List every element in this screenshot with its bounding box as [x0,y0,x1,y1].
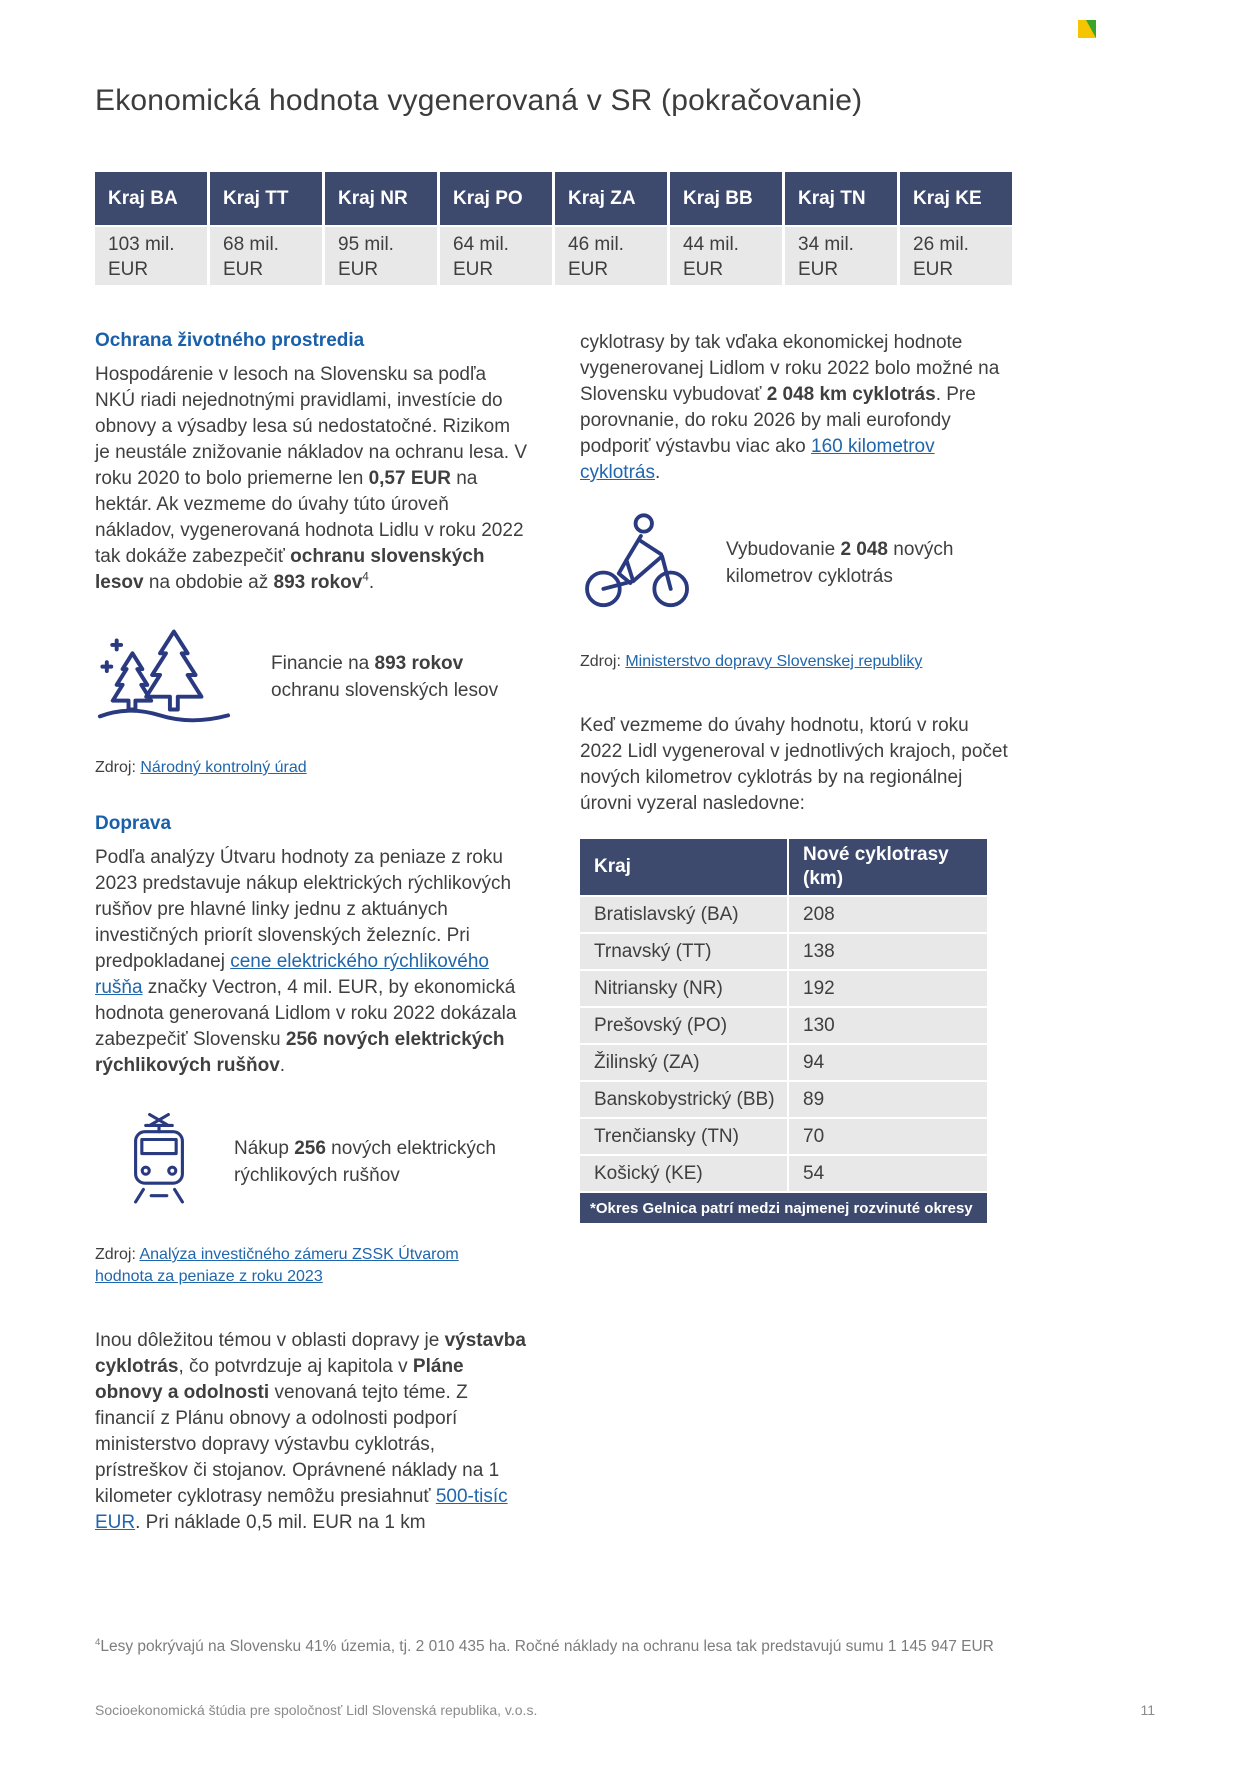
region-column [440,172,552,285]
text-segment: . Pre porovnanie, do roku 2026 by mali eurofondy podporiť výstavbu viac ako [580,384,976,457]
transport-source [95,1244,520,1288]
text-segment: 2 048 km cyklotrás [766,384,936,405]
text-segment: , čo potvrdzuje aj kapitola v [178,1356,413,1377]
text-segment: nových kilometrov cyklotrás [726,538,954,587]
text-segment: . [368,572,375,593]
text-link[interactable]: Analýza investičného zámeru ZSSK Útvarom hodnota za peniaze z roku 2023 [95,1246,459,1285]
table-row [580,1156,987,1191]
text-segment: Inou dôležitou témou v oblasti dopravy je [95,1330,445,1351]
text-segment: značky Vectron, 4 mil. EUR, by ekonomická hodnota generovaná Lidlom v roku 2022 dokázala zabezpečiť Slovensku [95,977,517,1050]
forest-callout [95,624,527,729]
footer-study-title: Socioekonomická štúdia pre spoločnosť Lidl Slovenská republika, v.o.s. [95,1702,538,1718]
region-column [785,172,897,285]
cyclist-icon [580,510,696,615]
cycling-paragraph [580,330,1012,486]
page-footnote [95,1636,1155,1657]
train-callout [120,1107,527,1216]
transport-paragraph-2 [95,1328,527,1536]
text-link[interactable]: Národný kontrolný úrad [140,759,307,776]
table-cell-km: 130 [789,1008,987,1043]
region-header: Kraj TT [210,172,322,225]
table-row [580,897,987,932]
region-value-table [95,172,1012,285]
right-column [580,330,1012,1536]
cycling-source [580,651,1012,673]
text-segment: Nákup [234,1137,295,1159]
text-segment: Pláne obnovy a odolnosti [95,1356,464,1403]
environment-source [95,757,527,779]
text-segment: cyklotrasy by tak vďaka ekonomickej hodnote vygenerovanej Lidlom v roku 2022 bolo možné na Slovensku vybudovať [580,332,1000,405]
table-cell-kraj: Bratislavský (BA) [580,897,787,932]
text-segment: 0,57 EUR [368,468,451,489]
text-link[interactable]: 500-tisíc EUR [95,1486,508,1533]
table-cell-kraj: Žilinský (ZA) [580,1045,787,1080]
region-header: Kraj BA [95,172,207,225]
region-header: Kraj TN [785,172,897,225]
table-cell-kraj: Banskobystrický (BB) [580,1082,787,1117]
region-value: 95 mil. EUR [325,227,437,285]
text-segment: Zdroj: [95,1246,140,1263]
region-column [95,172,207,285]
text-segment: výstavba cyklotrás [95,1330,526,1377]
table-cell-km: 89 [789,1082,987,1117]
region-value: 44 mil. EUR [670,227,782,285]
table-cell-km: 94 [789,1045,987,1080]
text-segment: venovaná tejto téme. Z financií z Plánu obnovy a odolnosti podporí ministerstvo dopravy výstavbu cyklotrás, prístreškov či stojanov. Oprávnené náklady na 1 kilometer cyklotrasy nemôžu presiahnuť [95,1382,500,1507]
table-header-row [580,839,987,895]
region-value: 26 mil. EUR [900,227,1012,285]
cyclist-callout-text [726,536,971,590]
text-segment: Vybudovanie [726,538,841,560]
environment-paragraph [95,362,527,596]
superscript: 4 [95,1636,101,1648]
text-segment: Zdroj: [580,653,626,670]
train-callout-text [234,1135,514,1189]
section-heading-environment: Ochrana životného prostredia [95,330,365,351]
text-segment: nových elektrických rýchlikových rušňov [234,1137,496,1186]
region-header: Kraj NR [325,172,437,225]
cyclist-callout [580,510,1012,615]
text-segment: Podľa analýzy Útvaru hodnoty za peniaze z roku 2023 predstavuje nákup elektrických rýchlikových rušňov pre hlavné linky jednu z aktuánych investičných priorít slovenských železníc. Pri predpokladanej [95,847,512,972]
table-cell-km: 138 [789,934,987,969]
cycling-paths-table [580,839,987,1223]
region-column [555,172,667,285]
table-cell-kraj: Trnavský (TT) [580,934,787,969]
table-cell-kraj: Nitriansky (NR) [580,971,787,1006]
brand-logo-mark [1078,20,1096,38]
text-segment: Zdroj: [95,759,141,776]
text-segment: ochranu slovenských lesov [95,546,485,593]
text-link[interactable]: cene elektrického rýchlikového rušňa [95,951,489,998]
table-cell-kraj: Prešovský (PO) [580,1008,787,1043]
transport-paragraph [95,845,527,1079]
region-value: 103 mil. EUR [95,227,207,285]
forest-callout-text [271,650,511,704]
table-row [580,971,987,1006]
text-segment: Lesy pokrývajú na Slovensku 41% územia, tj. 2 010 435 ha. Ročné náklady na ochranu lesa tak predstavujú sumu 1 145 947 EUR [100,1638,994,1655]
region-header: Kraj PO [440,172,552,225]
text-segment: 2 048 [840,538,888,560]
text-segment: 893 rokov [374,652,464,674]
region-column [670,172,782,285]
text-link[interactable]: Ministerstvo dopravy Slovenskej republiky [625,653,923,670]
region-value: 46 mil. EUR [555,227,667,285]
text-segment: Financie na [271,652,375,674]
footer-page-number: 11 [1140,1702,1155,1718]
region-header: Kraj ZA [555,172,667,225]
table-cell-km: 54 [789,1156,987,1191]
table-cell-kraj: Košický (KE) [580,1156,787,1191]
text-segment: 256 nových elektrických rýchlikových rušňov [95,1029,505,1076]
table-cell-kraj: Trenčiansky (TN) [580,1119,787,1154]
text-segment: 256 [294,1137,326,1159]
table-header-kraj: Kraj [580,839,787,895]
table-header-km: Nové cyklotrasy (km) [789,839,987,895]
table-row [580,1082,987,1117]
text-segment: na obdobie až [143,572,274,593]
table-cell-km: 192 [789,971,987,1006]
superscript: 4 [362,570,369,584]
table-cell-km: 70 [789,1119,987,1154]
table-row [580,934,987,969]
text-segment: . [654,462,661,483]
text-segment: . Pri náklade 0,5 mil. EUR na 1 km [135,1512,426,1533]
region-value: 34 mil. EUR [785,227,897,285]
table-cell-km: 208 [789,897,987,932]
left-column [95,330,527,1536]
text-segment: 893 rokov [273,572,363,593]
region-column [210,172,322,285]
text-segment: na hektár. Ak vezmeme do úvahy túto úroveň nákladov, vygenerovaná hodnota Lidlu v roku 2022 tak dokáže zabezpečiť [95,468,524,567]
table-row [580,1008,987,1043]
train-icon [120,1107,198,1216]
page-title: Ekonomická hodnota vygenerovaná v SR (pokračovanie) [95,84,863,117]
region-column [900,172,1012,285]
two-column-body [95,330,1012,1536]
table-row [580,1045,987,1080]
region-header: Kraj KE [900,172,1012,225]
cycling-paragraph-2: Keď vezmeme do úvahy hodnotu, ktorú v roku 2022 Lidl vygeneroval v jednotlivých krajoch, počet nových kilometrov cyklotrás by na regionálnej úrovni vyzeral nasledovne: [580,715,1008,814]
text-segment: ochranu slovenských lesov [271,679,499,701]
text-segment: . [279,1055,286,1076]
region-header: Kraj BB [670,172,782,225]
text-segment: Hospodárenie v lesoch na Slovensku sa podľa NKÚ riadi nejednotnými pravidlami, investície do obnovy a výsadby lesa sú nedostatočné. Rizikom je neustále znižovanie nákladov na ochranu lesa. V roku 2020 to bolo priemerne len [95,364,528,489]
region-value: 64 mil. EUR [440,227,552,285]
page-footer [95,1702,1155,1718]
table-footnote-bar: *Okres Gelnica patrí medzi najmenej rozvinuté okresy [580,1193,987,1223]
forest-trees-icon [95,624,233,729]
region-value: 68 mil. EUR [210,227,322,285]
region-column [325,172,437,285]
text-link[interactable]: 160 kilometrov cyklotrás [580,436,935,483]
table-row [580,1119,987,1154]
section-heading-transport: Doprava [95,813,172,834]
